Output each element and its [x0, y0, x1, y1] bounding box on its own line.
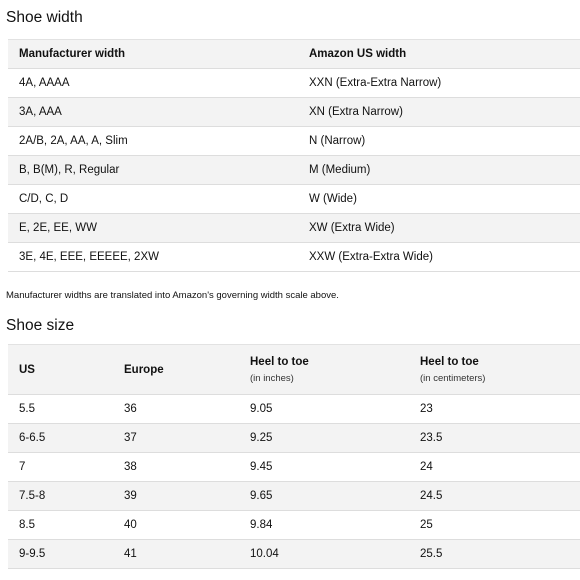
amazon-width-cell: XW (Extra Wide)	[298, 214, 580, 243]
europe-size-cell: 41	[113, 540, 239, 569]
us-size-cell: 7.5-8	[8, 482, 113, 511]
table-row	[8, 185, 580, 214]
heel-to-toe-cm-cell: 25.5	[409, 540, 580, 569]
column-header-label: Europe	[124, 363, 164, 376]
amazon-width-cell: M (Medium)	[298, 156, 580, 185]
heel-to-toe-cm-cell: 25	[409, 511, 580, 540]
column-header-heel-to-toe-inches	[239, 345, 409, 395]
heel-to-toe-inches-cell: 9.65	[239, 482, 409, 511]
table-row	[8, 453, 580, 482]
us-size-cell: 5.5	[8, 395, 113, 424]
table-row	[8, 127, 580, 156]
table-row	[8, 511, 580, 540]
width-footnote: Manufacturer widths are translated into Amazon's governing width scale above.	[6, 290, 339, 301]
heel-to-toe-cm-cell: 24	[409, 453, 580, 482]
heel-to-toe-inches-cell: 9.25	[239, 424, 409, 453]
table-header-row	[8, 345, 580, 395]
heel-to-toe-cm-cell: 23	[409, 395, 580, 424]
table-header-row	[8, 40, 580, 69]
us-size-cell: 6-6.5	[8, 424, 113, 453]
shoe-width-title: Shoe width	[6, 9, 83, 26]
table-row	[8, 214, 580, 243]
us-size-cell: 9-9.5	[8, 540, 113, 569]
column-header-label: Heel to toe	[420, 355, 479, 368]
shoe-size-title: Shoe size	[6, 317, 75, 334]
column-header-europe	[113, 345, 239, 395]
column-header-label: Heel to toe	[250, 355, 309, 368]
europe-size-cell: 36	[113, 395, 239, 424]
column-header-manufacturer-width: Manufacturer width	[8, 40, 298, 69]
table-row	[8, 243, 580, 272]
europe-size-cell: 38	[113, 453, 239, 482]
heel-to-toe-inches-cell: 9.45	[239, 453, 409, 482]
manufacturer-width-cell: B, B(M), R, Regular	[8, 156, 298, 185]
shoe-width-table	[8, 39, 580, 272]
manufacturer-width-cell: 3E, 4E, EEE, EEEEE, 2XW	[8, 243, 298, 272]
amazon-width-cell: XXN (Extra-Extra Narrow)	[298, 69, 580, 98]
us-size-cell: 8.5	[8, 511, 113, 540]
manufacturer-width-cell: E, 2E, EE, WW	[8, 214, 298, 243]
table-row	[8, 540, 580, 569]
heel-to-toe-inches-cell: 9.84	[239, 511, 409, 540]
europe-size-cell: 39	[113, 482, 239, 511]
column-header-amazon-us-width: Amazon US width	[298, 40, 580, 69]
table-row	[8, 156, 580, 185]
table-row	[8, 98, 580, 127]
heel-to-toe-cm-cell: 24.5	[409, 482, 580, 511]
us-size-cell: 7	[8, 453, 113, 482]
column-header-unit: (in centimeters)	[420, 372, 486, 384]
heel-to-toe-inches-cell: 10.04	[239, 540, 409, 569]
amazon-width-cell: XXW (Extra-Extra Wide)	[298, 243, 580, 272]
heel-to-toe-cm-cell: 23.5	[409, 424, 580, 453]
manufacturer-width-cell: C/D, C, D	[8, 185, 298, 214]
amazon-width-cell: N (Narrow)	[298, 127, 580, 156]
amazon-width-cell: W (Wide)	[298, 185, 580, 214]
column-header-heel-to-toe-centimeters	[409, 345, 580, 395]
column-header-us	[8, 345, 113, 395]
table-row	[8, 395, 580, 424]
column-header-label: US	[19, 363, 35, 376]
table-row	[8, 424, 580, 453]
heel-to-toe-inches-cell: 9.05	[239, 395, 409, 424]
column-header-unit: (in inches)	[250, 372, 294, 384]
manufacturer-width-cell: 2A/B, 2A, AA, A, Slim	[8, 127, 298, 156]
amazon-width-cell: XN (Extra Narrow)	[298, 98, 580, 127]
manufacturer-width-cell: 3A, AAA	[8, 98, 298, 127]
europe-size-cell: 37	[113, 424, 239, 453]
table-row	[8, 69, 580, 98]
shoe-size-table	[8, 344, 580, 569]
europe-size-cell: 40	[113, 511, 239, 540]
manufacturer-width-cell: 4A, AAAA	[8, 69, 298, 98]
table-row	[8, 482, 580, 511]
